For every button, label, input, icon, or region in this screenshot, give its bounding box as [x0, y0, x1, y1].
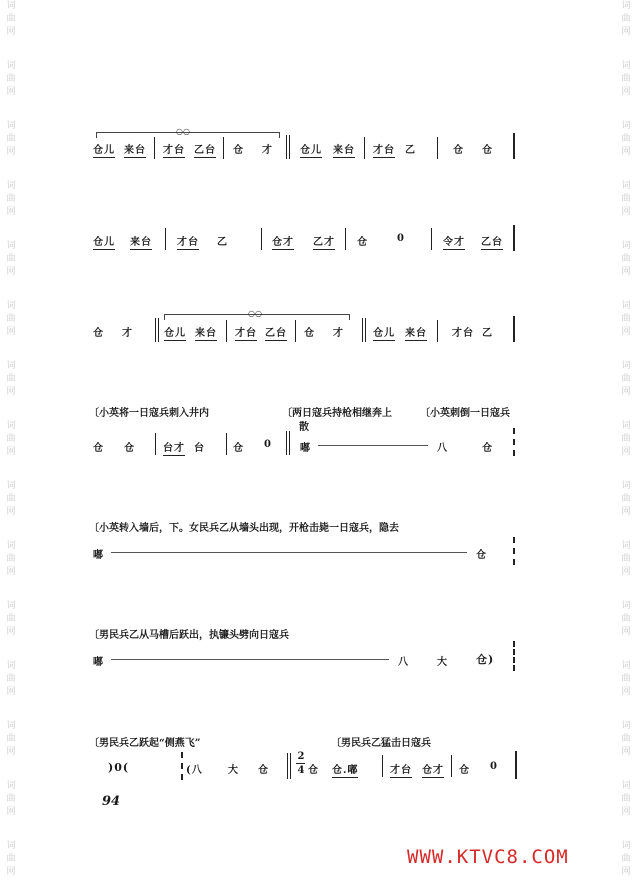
- slur-marks: ○○: [248, 309, 262, 318]
- watermark-left-column: [3, 0, 19, 895]
- watermark-text: 词 曲 网: [621, 301, 631, 337]
- beat-token: 仓儿: [93, 233, 115, 250]
- bar-line: [295, 320, 296, 342]
- watermark-text: 词 曲 网: [621, 421, 631, 457]
- bar-line: [437, 320, 438, 342]
- bar-line: [431, 228, 432, 250]
- beat-token: 仓.嘟: [332, 761, 358, 778]
- bar-line: [513, 537, 515, 565]
- beat-token: 仓: [482, 443, 493, 454]
- bar-line: [513, 225, 515, 251]
- beat-token: 乙台: [194, 141, 216, 158]
- watermark-text: 词 曲 网: [621, 661, 631, 697]
- beat-token: 仓: [304, 328, 315, 339]
- beat-token: 来台: [195, 324, 217, 341]
- beat-token: 仓: [93, 443, 104, 454]
- bar-line: [287, 753, 288, 779]
- beat-token: 0: [490, 761, 498, 772]
- bar-line: [437, 137, 438, 159]
- watermark-text: 词 曲 网: [6, 601, 16, 637]
- bar-line: [181, 752, 183, 780]
- beat-token: 才台: [390, 761, 412, 778]
- beat-token: 仓才: [272, 233, 294, 250]
- beat-token: 仓才: [422, 761, 444, 778]
- bar-line: [345, 228, 346, 250]
- beat-token: 大: [437, 657, 448, 668]
- beat-token: 0: [264, 439, 272, 450]
- beat-token: 乙: [405, 145, 416, 156]
- watermark-text: 词 曲 网: [621, 121, 631, 157]
- bar-line: [364, 137, 365, 159]
- beat-token: 0: [397, 233, 405, 244]
- beat-token: 仓): [476, 653, 495, 666]
- watermark-text: 词 曲 网: [6, 781, 16, 817]
- beat-token: 来台: [130, 233, 152, 250]
- beat-token: 仓: [308, 765, 319, 776]
- beat-token: 乙才: [313, 233, 335, 250]
- beat-token: 嘟: [93, 657, 104, 668]
- beat-token: 才: [333, 328, 344, 339]
- beat-token: 仓: [258, 765, 269, 776]
- beat-token: 仓: [233, 443, 244, 454]
- beat-token: 才: [122, 328, 133, 339]
- roll-line: [318, 445, 428, 446]
- bar-line: [286, 431, 287, 455]
- stage-direction: 〔小英转入墙后，下。女民兵乙从墙头出现，开枪击毙一日寇兵，隐去: [89, 523, 399, 534]
- bar-line: [513, 428, 515, 456]
- watermark-text: 词 曲 网: [6, 301, 16, 337]
- roll-line: [111, 552, 467, 553]
- bar-line: [158, 318, 159, 342]
- watermark-text: 词 曲 网: [621, 61, 631, 97]
- watermark-text: 词 曲 网: [6, 721, 16, 757]
- slur-marks: ○○: [176, 127, 190, 136]
- bar-line: [226, 433, 227, 455]
- bar-line: [365, 318, 366, 342]
- bar-line: [223, 137, 224, 159]
- bar-line: [226, 320, 227, 342]
- beat-token: 仓儿: [373, 324, 395, 341]
- watermark-text: 词 曲 网: [6, 421, 16, 457]
- beat-token: 仓: [453, 145, 464, 156]
- bar-line: [155, 433, 156, 455]
- bar-line: [155, 318, 156, 342]
- beat-token: 仓: [476, 550, 487, 561]
- bar-line: [382, 755, 383, 777]
- watermark-text: 词 曲 网: [621, 541, 631, 577]
- stage-direction: 〔小英刺倒一日寇兵: [420, 408, 510, 419]
- beat-token: )0(: [108, 761, 130, 774]
- roll-line: [111, 659, 389, 660]
- watermark-text: 词 曲 网: [6, 181, 16, 217]
- watermark-text: 词 曲 网: [621, 841, 631, 877]
- beat-token: 才台: [177, 233, 199, 250]
- beat-token: (八: [186, 765, 203, 776]
- beat-token: 才台: [373, 141, 395, 158]
- watermark-text: 词 曲 网: [621, 241, 631, 277]
- beat-token: 仓: [459, 765, 470, 776]
- watermark-text: 词 曲 网: [621, 481, 631, 517]
- stage-direction: 〔两日寇兵持枪相继奔上: [282, 408, 392, 419]
- bar-line: [290, 753, 291, 779]
- beat-token: 嘟: [300, 443, 311, 454]
- beat-token: 令才: [443, 233, 465, 250]
- watermark-text: 词 曲 网: [621, 781, 631, 817]
- watermark-text: 词 曲 网: [6, 241, 16, 277]
- beat-token: 八: [398, 657, 409, 668]
- beat-token: 仓: [233, 145, 244, 156]
- beat-token: 才: [262, 145, 273, 156]
- watermark-text: 词 曲 网: [621, 361, 631, 397]
- watermark-text: 词 曲 网: [621, 181, 631, 217]
- stage-direction: 〔男民兵乙跃起“侧燕飞”: [89, 738, 201, 749]
- watermark-text: 词 曲 网: [621, 1, 631, 37]
- time-signature-bottom: 4: [297, 765, 305, 776]
- beat-token: 台: [194, 443, 205, 454]
- page-number: 94: [102, 794, 121, 809]
- beat-token: 才台: [235, 324, 257, 341]
- beat-token: 才台: [163, 141, 185, 158]
- beat-token: 仓儿: [300, 141, 322, 158]
- bar-line: [451, 755, 452, 777]
- beat-token: 才台: [452, 328, 474, 339]
- watermark-text: 词 曲 网: [6, 1, 16, 37]
- beat-token: 仓: [357, 237, 368, 248]
- beat-token: 乙: [217, 237, 228, 248]
- time-signature-rule: [296, 763, 305, 764]
- bar-line: [513, 316, 515, 342]
- watermark-text: 词 曲 网: [6, 841, 16, 877]
- tempo-mark: 散: [299, 422, 309, 433]
- site-watermark[interactable]: WWW.KTVC8.COM: [407, 846, 569, 868]
- beat-token: 来台: [405, 324, 427, 341]
- beat-token: 大: [228, 765, 239, 776]
- bar-line: [289, 135, 290, 159]
- stage-direction: 〔小英将一日寇兵刺入井内: [89, 408, 209, 419]
- beat-token: 嘟: [93, 550, 104, 561]
- bar-line: [362, 318, 363, 342]
- beat-token: 八: [437, 443, 448, 454]
- bar-line: [165, 228, 166, 250]
- watermark-text: 词 曲 网: [6, 61, 16, 97]
- bar-line: [154, 137, 155, 159]
- bar-line: [513, 133, 515, 159]
- beat-token: 台才: [163, 439, 185, 456]
- bar-line: [513, 641, 515, 671]
- beat-token: 乙台: [481, 233, 503, 250]
- beat-token: 乙台: [265, 324, 287, 341]
- watermark-right-column: [618, 0, 634, 895]
- beat-token: 仓: [93, 328, 104, 339]
- beat-token: 来台: [333, 141, 355, 158]
- watermark-text: 词 曲 网: [6, 481, 16, 517]
- beat-token: 仓儿: [164, 324, 186, 341]
- watermark-text: 词 曲 网: [621, 721, 631, 757]
- stage-direction: 〔男民兵乙从马槽后跃出，执镰头劈向日寇兵: [89, 630, 289, 641]
- beat-token: 仓: [124, 443, 135, 454]
- beat-token: 来台: [124, 141, 146, 158]
- watermark-text: 词 曲 网: [6, 541, 16, 577]
- watermark-text: 词 曲 网: [6, 361, 16, 397]
- watermark-text: 词 曲 网: [6, 661, 16, 697]
- bar-line: [261, 228, 262, 250]
- bar-line: [286, 135, 287, 159]
- time-signature-top: 2: [297, 751, 305, 762]
- watermark-text: 词 曲 网: [6, 121, 16, 157]
- stage-direction: 〔男民兵乙猛击日寇兵: [331, 738, 431, 749]
- bar-line: [515, 751, 517, 779]
- beat-token: 乙: [482, 328, 493, 339]
- beat-token: 仓儿: [93, 141, 115, 158]
- bar-line: [289, 431, 290, 455]
- watermark-text: 词 曲 网: [621, 601, 631, 637]
- beat-token: 仓: [482, 145, 493, 156]
